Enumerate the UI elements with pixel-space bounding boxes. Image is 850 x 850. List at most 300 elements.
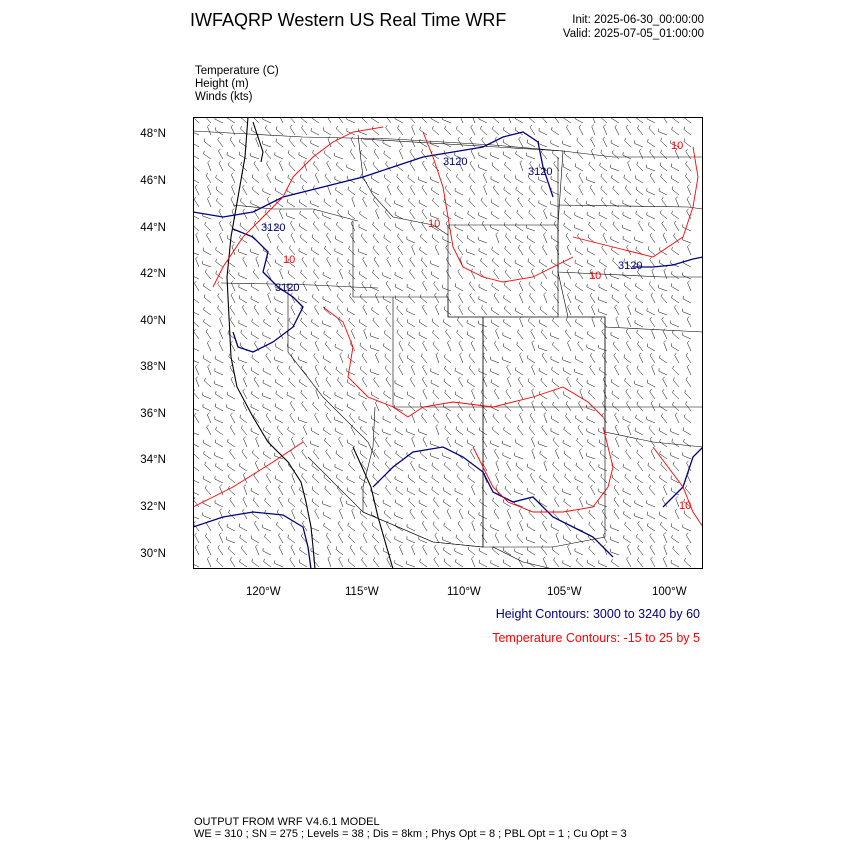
wind-barb [266,353,271,363]
wind-barb [576,558,583,567]
wind-barb [289,366,295,375]
wind-barb [531,437,535,447]
wind-barb [530,125,535,135]
wind-barb [431,368,439,375]
wind-barb [635,141,643,148]
wind-barb [203,512,211,519]
wind-barb [650,149,655,159]
wind-barb [263,548,271,555]
wind-barb [239,284,247,291]
wind-barb [460,353,463,363]
wind-barb [315,509,319,519]
wind-barb [564,451,571,460]
wind-barb [299,248,307,255]
wind-barb [471,485,475,495]
wind-barb [422,305,427,315]
wind-barb [552,367,559,375]
wind-barb [335,248,343,255]
wind-barb [347,308,355,315]
wind-barb [243,185,248,195]
wind-barb [207,341,211,351]
wind-barb [301,270,307,279]
wind-barb [395,223,403,231]
wind-barb [335,464,343,471]
wind-barb [386,281,391,291]
wind-barb [215,440,223,447]
wind-barb [468,379,476,387]
wind-barb [243,257,247,267]
wind-barb [544,293,547,303]
wind-barb [527,464,535,471]
wind-barb [515,235,523,243]
wind-barb [467,320,475,327]
wind-barb [351,425,355,435]
wind-barb [443,285,452,291]
wind-barb [553,402,560,411]
wind-barb [628,425,631,435]
wind-barb [288,498,295,507]
wind-barb [539,499,547,507]
wind-barb [251,331,259,339]
wind-barb [671,175,679,183]
wind-barb [239,524,247,531]
lat-label-42n: 42°N [140,268,166,280]
wind-barb [527,225,536,231]
wind-barb [479,560,487,567]
wind-barb [491,307,499,315]
lon-label-110w: 110°W [447,586,481,598]
wind-barb [492,126,499,135]
wind-barb [360,211,367,219]
wind-barb [443,487,451,495]
wind-barb [527,153,535,159]
wind-barb [337,294,343,303]
wind-barb [363,305,367,315]
wind-barb [652,329,655,339]
wind-barb [504,282,511,291]
wind-barb [203,440,211,447]
wind-barb [648,463,655,471]
wind-barb [685,173,691,183]
contour-labels-layer [261,140,691,512]
wind-barb [587,428,595,435]
wind-barb [230,449,235,459]
wind-barb [578,269,583,279]
wind-barb [577,150,583,159]
wind-barb [395,512,403,519]
wind-barb [204,294,211,303]
wind-barb [579,401,584,411]
wind-barb [215,127,223,135]
wind-barb [492,546,499,555]
wind-barb [361,234,367,243]
wind-barb [515,453,523,459]
wind-barb [647,380,655,387]
wind-barb [264,319,271,327]
wind-barb [371,333,380,339]
wind-barb [579,497,583,507]
wind-barb [410,149,415,159]
wind-barb [276,522,283,531]
wind-barb [625,138,631,147]
wind-barb [503,560,511,568]
wind-barb [687,245,691,255]
wind-barb [444,379,451,388]
wind-barb [554,389,560,399]
wind-barb [337,330,343,339]
wind-barb [407,561,416,567]
wind-barb [671,283,679,291]
wind-barb [660,522,667,531]
wind-barb [215,368,223,375]
wind-barb [483,413,487,423]
wind-barb [230,497,235,507]
wind-barb [243,497,247,507]
wind-barb [205,486,211,496]
wind-barb [399,137,404,147]
wind-barb [671,452,679,459]
wind-barb [563,535,571,543]
wind-barb [239,463,247,471]
wind-barb [205,533,211,543]
wind-barb [275,357,283,363]
wind-barb [483,449,487,459]
wind-barb [539,128,547,135]
wind-barb [385,366,391,376]
wind-barb [312,498,319,507]
wind-barb [602,353,607,363]
wind-barb [300,174,307,183]
wind-barb [576,319,584,327]
wind-barb [479,248,487,255]
wind-barb [553,462,559,471]
wind-barb [587,331,595,339]
lat-label-40n: 40°N [140,315,166,327]
wind-barb [362,353,367,363]
wind-barb [240,223,247,231]
wind-barb [564,223,571,231]
wind-barb [300,331,307,339]
wind-barb [575,415,583,423]
wind-barb [373,557,379,567]
wind-barb [407,429,415,435]
temperature-contours-layer [193,127,703,527]
wind-barb [386,125,391,135]
wind-barb [455,440,463,447]
field-winds-label: Winds (kts) [195,91,253,103]
wind-barb [360,343,367,351]
wind-barb [577,486,583,495]
wind-barb [207,557,211,567]
wind-barb [399,149,403,159]
wind-barb [671,343,679,351]
wind-barb [479,237,488,243]
wind-barb [399,545,403,555]
wind-barb [387,257,391,267]
wind-barb [289,378,295,387]
valid-time: Valid: 2025-07-05_01:00:00 [562,28,704,40]
wind-barb [566,413,572,423]
wind-barb [256,257,259,267]
wind-barb [517,534,523,543]
wind-barb [314,353,319,363]
wind-barb [218,149,223,159]
model-info-line1: OUTPUT FROM WRF V4.6.1 MODEL [194,816,380,828]
wind-barb [647,308,655,315]
wind-barb [671,321,679,328]
wind-barb [541,510,547,519]
wind-barb [544,461,547,471]
wind-barb [529,293,535,303]
wind-barb [412,125,415,135]
wind-barb [204,283,212,291]
wind-barb [566,317,571,327]
wind-barb [635,237,644,243]
wind-barb [469,534,475,543]
wind-barb [349,534,355,543]
wind-barb [374,149,379,159]
wind-barb [496,233,499,243]
wind-barb [446,293,451,303]
lon-label-100w: 100°W [652,586,687,598]
wind-barb [647,512,655,519]
wind-barb [445,426,451,435]
wind-barb [311,201,319,208]
wind-barb [444,499,452,507]
wind-barb [518,377,523,387]
wind-barb [552,547,559,556]
lon-label-105w: 105°W [547,586,582,598]
wind-barb [639,353,643,363]
wind-barb [384,222,391,231]
wind-barb [302,401,307,411]
wind-barb [638,521,643,531]
wind-barb [242,365,247,375]
coastline-layer [227,117,393,569]
wind-barb [423,341,427,351]
wind-barb [265,126,271,136]
wind-barb [218,305,224,315]
wind-barb [313,258,319,267]
wind-barb [566,401,571,411]
wind-barb [337,209,343,219]
wind-barb [275,343,283,351]
wind-barb [395,523,403,531]
wind-barb [395,393,403,400]
wind-barb [683,273,691,280]
wind-barb [671,164,679,171]
wind-barb [384,510,391,519]
wind-barb [494,341,499,351]
wind-barb [349,246,355,255]
wind-barb [252,319,259,327]
wind-barb [408,175,415,183]
wind-barb [504,187,511,195]
wind-barb [495,533,499,543]
wind-barb [313,186,319,196]
wind-barb [625,378,632,387]
wind-barb [335,417,343,423]
wind-barb [311,428,319,435]
wind-barb [637,402,643,411]
weather-map [193,117,703,569]
wind-barb [422,413,428,423]
wind-barb [600,450,607,459]
wind-barb [600,163,607,171]
wind-barb [204,151,211,159]
wind-barb [371,415,379,423]
wind-barb [431,261,439,267]
wind-barb [467,440,475,447]
wind-barb [528,318,535,327]
wind-barb [299,152,307,159]
wind-barb [635,381,644,387]
wind-barb [635,513,644,519]
wind-barb [239,272,247,279]
wind-barb [577,378,583,387]
wind-barb [433,413,439,423]
utah-border [393,297,483,407]
lat-label-32n: 32°N [140,501,166,513]
wind-barb [327,257,331,267]
wind-barb [443,319,451,327]
wind-barb [195,545,199,555]
wind-barb [313,209,319,219]
wind-barb [470,185,475,195]
wind-barb [650,233,655,243]
wind-barb [505,414,511,423]
wind-barb [276,391,283,399]
wind-barb [564,462,571,471]
wind-barb [471,401,475,411]
lat-label-30n: 30°N [140,548,166,560]
wind-barb [351,329,355,339]
wind-barb [458,137,463,147]
wind-barb [616,317,619,327]
wind-barb [241,426,247,436]
wind-barb [313,221,319,231]
wind-barb [613,222,619,231]
wind-barb [638,221,643,231]
wind-barb [216,391,224,399]
wind-barb [410,209,415,219]
wind-barb [205,270,211,280]
wind-barb [324,391,331,399]
wind-barb [672,127,679,135]
wind-barb [504,427,511,435]
wind-barb [599,284,607,291]
wind-barb [290,125,295,135]
wind-barb [528,259,535,267]
wind-barb [648,198,655,207]
dakota-border [558,157,703,277]
wind-barb [491,524,499,531]
wind-barb [469,354,475,364]
wind-barb [230,317,235,327]
wind-barb [399,353,403,363]
wind-barb [362,377,367,387]
wind-barb [491,404,499,411]
wind-barb [374,257,379,267]
wind-barb [251,404,259,411]
wind-barb [447,341,451,351]
wind-barb [661,294,667,303]
wind-barb [336,474,343,483]
temp-contour-pacific [193,442,303,507]
wind-barb [348,523,355,531]
temperature-contour-legend: Temperature Contours: -15 to 25 by 5 [492,631,700,645]
wind-barb [556,533,559,543]
wind-barb [664,269,667,279]
wind-barb [337,306,343,315]
wind-barb [299,199,307,207]
wind-barb [507,461,512,471]
wind-barb [278,485,283,495]
wind-barb [445,126,451,135]
wind-barb [579,173,583,183]
wind-barb [435,533,439,543]
wind-barb [371,345,379,351]
wind-barb [590,353,595,363]
wind-barb [433,402,439,411]
wind-barb [579,449,583,459]
wind-barb [216,175,223,183]
oregon-california-border [221,283,378,288]
wind-barb [515,367,523,375]
wind-barb [359,224,367,231]
wind-barb [325,246,332,255]
wind-barb [660,475,667,483]
wind-barb [299,463,307,471]
wind-barb [628,161,631,171]
wind-barb [458,521,463,531]
wind-barb [396,451,403,459]
wind-barb [216,259,223,267]
wind-barb [383,429,392,435]
wind-barb [544,233,548,243]
wind-barb [383,272,391,279]
wind-barb [433,510,439,520]
wind-barb [263,332,271,339]
wind-barb [231,197,235,207]
wind-barb [340,353,343,363]
wind-barb [671,429,679,436]
wind-barb [315,413,320,423]
wind-barb [208,161,211,171]
wind-barb [291,485,295,495]
wind-barb [479,548,487,555]
wind-barb [552,342,559,351]
wind-barb [492,247,499,255]
wind-barb [504,259,511,268]
wind-barb [469,174,475,183]
wind-barb [275,416,283,423]
wind-barb [504,174,511,183]
wind-barb [687,341,691,351]
wind-barb [589,222,595,231]
wind-barb [482,485,487,495]
wind-barb [263,188,271,195]
wind-barb [492,163,499,172]
wind-barb [614,509,619,519]
wind-barb [599,309,607,315]
wind-barb [266,161,271,171]
wind-barb [207,425,211,435]
wind-barb [626,329,631,339]
wind-barb [683,524,691,531]
wind-barb [483,353,487,363]
temp-contour-south [473,427,613,512]
